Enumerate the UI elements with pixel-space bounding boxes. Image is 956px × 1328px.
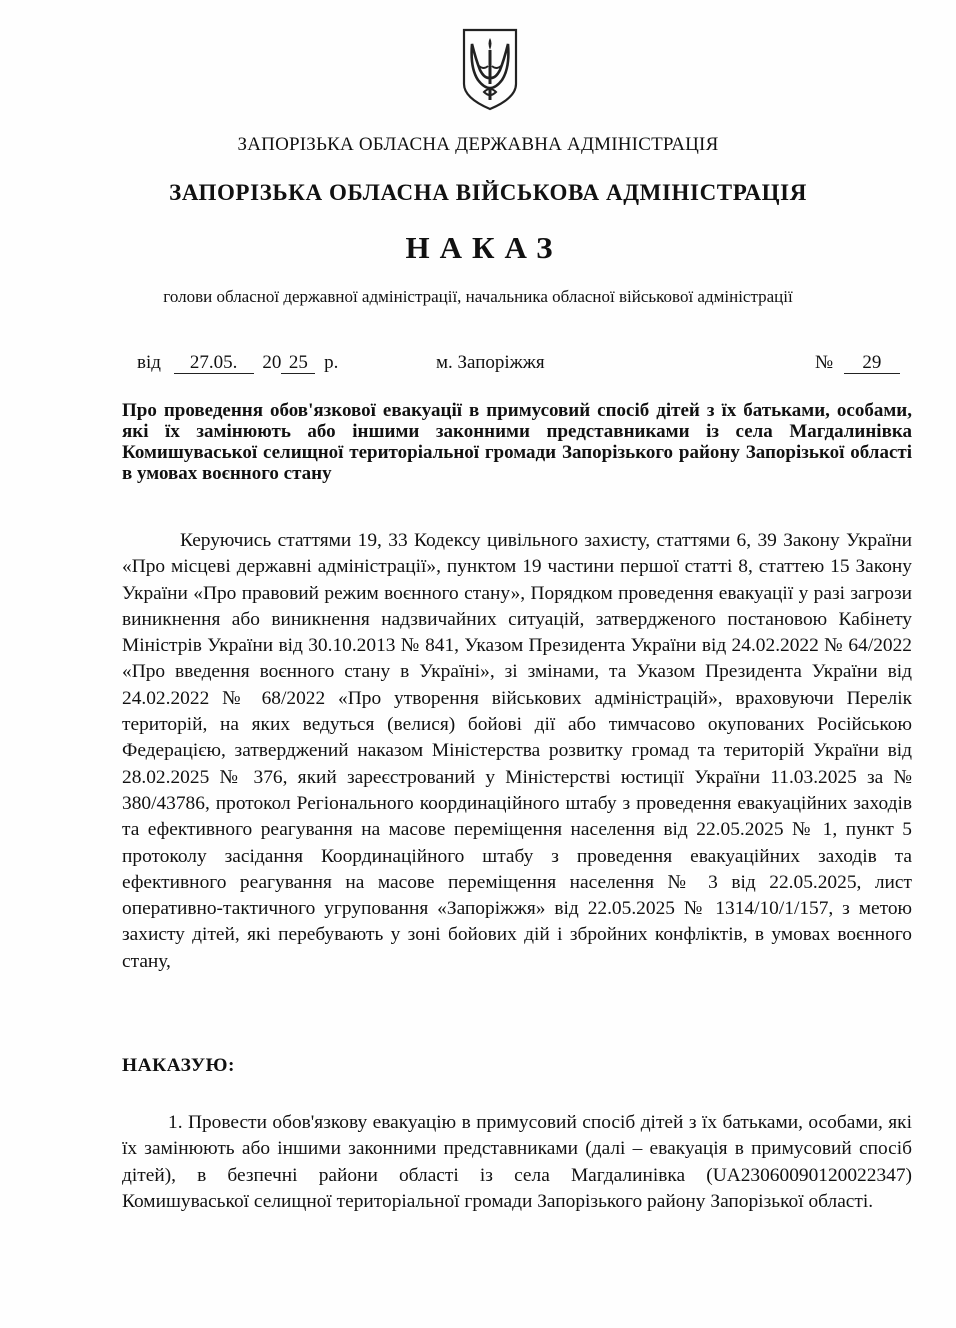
state-administration-name: ЗАПОРІЗЬКА ОБЛАСНА ДЕРЖАВНА АДМІНІСТРАЦІЯ xyxy=(237,134,719,155)
coat-of-arms-trident-icon xyxy=(460,26,520,112)
date-year-suffix: 25 xyxy=(281,353,315,374)
number-label: № xyxy=(815,352,834,373)
city-name: м. Запоріжжя xyxy=(436,352,545,373)
order-item: 1. Провести обов'язкову евакуацію в примусовий спосіб дітей з їх батьками, особами, які їх замінюють або іншими законними представниками (далі – евакуація в примусовий спосіб дітей), в безпечні райони області із села Магдалинівка (UA23060090120022347) Комишуваської селищної територіальної громади Запорізького району Запорізької області. xyxy=(122,1112,912,1212)
date-from-label: від xyxy=(137,352,161,373)
preamble-paragraph: Керуючись статтями 19, 33 Кодексу цивільного захисту, статтями 6, 39 Закону України «Про місцеві державні адміністрації», пунктом 19 частини першої статті 8, статтею 15 Закону України «Про правовий режим воєнного стану», Порядком проведення евакуації у разі загрози виникнення або виникнення надзвичайних ситуацій, затвердженого постановою Кабінету Міністрів України від 30.10.2013 № 841, Указом Президента України від 24.02.2022 № 64/2022 «Про введення воєнного стану в Україні», зі змінами, та Указом Президента України від 24.02.2022 № 68/2022 «Про утворення військових адміністрацій», враховуючи Перелік територій, на яких ведуться (велися) бойові дії або тимчасово окупованих Російською Федерацією, затверджений наказом Міністерства розвитку громад та територій України від 28.02.2025 № 376, який зареєстрований у Міністерстві юстиції України 11.03.2025 за № 380/43786, протокол Регіонального координаційного штабу з проведення евакуаційних заходів та ефективного реагування на масове переміщення населення від 22.05.2025 № 1, пункт 5 протоколу засідання Координаційного штабу з проведення евакуаційних заходів та ефективного реагування на масове переміщення населення № 3 від 22.05.2025, лист оперативно-тактичного угруповання «Запоріжжя» від 22.05.2025 № 1314/10/1/157, з метою захисту дітей, які перебувають у зоні бойових дій і збройних конфліктів, в умовах воєнного стану, xyxy=(122,530,912,972)
document-type-title: НАКАЗ xyxy=(405,230,563,265)
order-word-heading: НАКАЗУЮ: xyxy=(122,1055,235,1076)
date-field xyxy=(137,352,338,374)
date-year-abbr: р. xyxy=(324,352,339,373)
order-number-field xyxy=(815,352,900,374)
issuer-line: голови обласної державної адміністрації, начальника обласної військової адміністрації xyxy=(163,287,793,306)
date-year-prefix: 20 xyxy=(262,352,282,373)
military-administration-name: ЗАПОРІЗЬКА ОБЛАСНА ВІЙСЬКОВА АДМІНІСТРАЦІЯ xyxy=(169,180,807,205)
order-number: 29 xyxy=(844,353,900,374)
date-day-month: 27.05. xyxy=(174,353,254,374)
order-subject-title: Про проведення обов'язкової евакуації в примусовий спосіб дітей з їх батьками, особами, які їх замінюють або іншими законними представниками із села Магдалинівка Комишуваської селищної територіальної громади Запорізького району Запорізької області в умовах воєнного стану xyxy=(122,400,912,484)
